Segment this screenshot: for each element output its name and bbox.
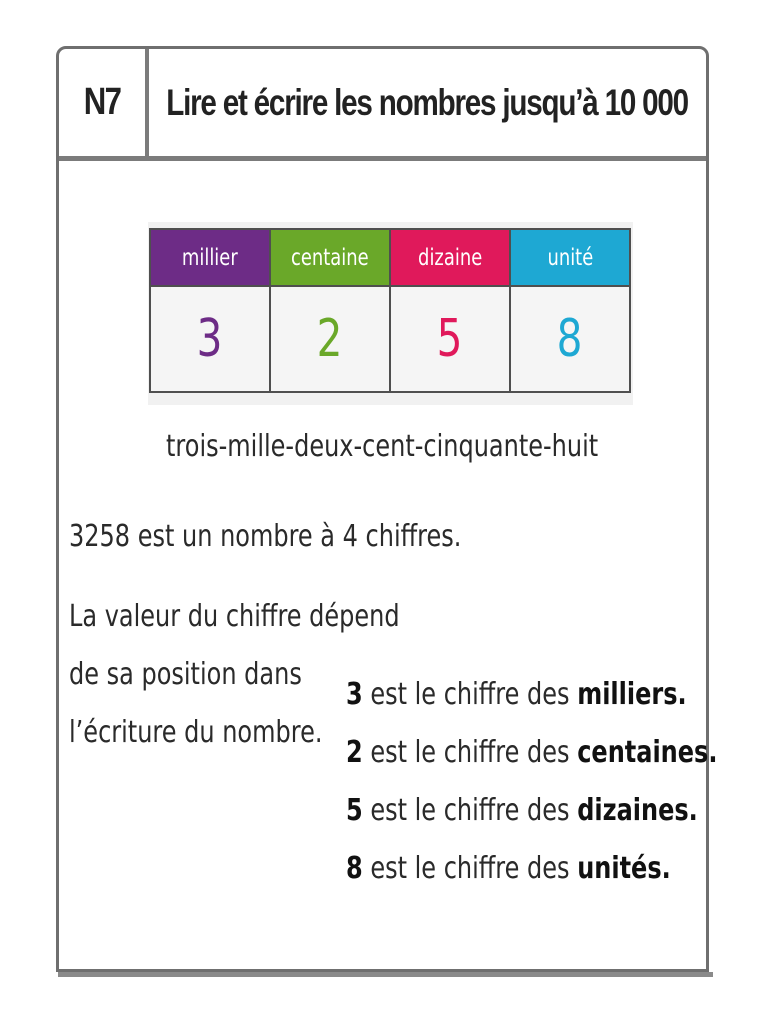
digit-centaine [270,286,390,392]
digit-facts-list [346,677,768,909]
fact-digit: 3 [346,677,363,712]
place-digit-row [150,286,630,392]
digit-unite [510,286,630,392]
place-header-millier [150,229,270,286]
place-header-label: millier [182,244,238,271]
place-header-label: centaine [291,244,369,271]
place-header-dizaine [390,229,510,286]
fact-place: dizaines. [577,793,698,828]
explanation-line-1: La valeur du chiffre dépend [69,599,400,634]
digit-value: 5 [437,309,463,369]
lesson-code: N7 [83,81,121,123]
fact-text: est le chiffre des [362,677,578,712]
fact-digit: 5 [346,793,363,828]
digit-value: 2 [317,309,343,369]
fact-place: centaines. [577,735,718,770]
digit-dizaine [390,286,510,392]
number-in-words-text: trois-mille-deux-cent-cinquante-huit [166,429,599,464]
lesson-card [56,46,718,972]
fact-place: unités. [577,851,671,886]
digit-millier [150,286,270,392]
digit-fact [346,735,717,793]
explanation-line-3: l’écriture du nombre. [69,715,323,750]
fact-digit: 2 [346,735,363,770]
place-value-table [149,228,631,393]
fact-text: est le chiffre des [362,793,578,828]
explanation-line-2: de sa position dans [69,657,302,692]
place-header-centaine [270,229,390,286]
digit-fact [346,677,717,735]
digit-fact [346,793,717,851]
fact-digit: 8 [346,851,363,886]
card-bottom-edge [58,972,713,977]
digit-value: 8 [557,309,583,369]
place-header-unite [510,229,630,286]
card-header [59,49,706,161]
place-header-label: dizaine [417,244,483,271]
digit-value: 3 [197,309,223,369]
fact-text: est le chiffre des [362,735,578,770]
place-header-label: unité [547,244,593,271]
digit-fact [346,851,717,909]
place-value-table-panel [148,222,633,405]
number-in-words [59,429,706,464]
fact-text: est le chiffre des [362,851,578,886]
fact-place: milliers. [577,677,687,712]
place-header-row [150,229,630,286]
digit-count-sentence: 3258 est un nombre à 4 chiffres. [69,519,462,554]
lesson-title-text: Lire et écrire les nombres jusqu’à 10 000 [166,81,689,123]
lesson-title [149,49,706,156]
